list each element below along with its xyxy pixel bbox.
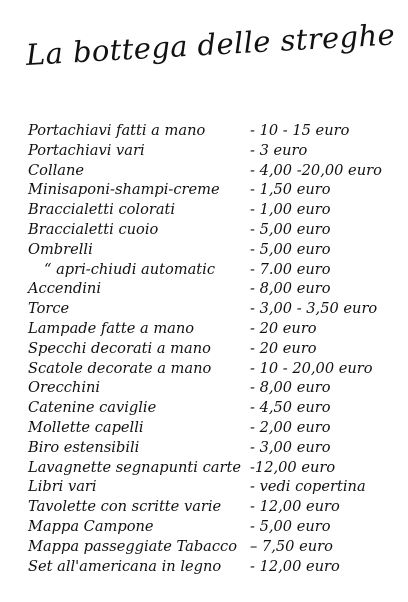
list-item xyxy=(28,180,400,200)
item-name: Mollette capelli xyxy=(28,418,144,436)
list-item xyxy=(28,319,400,339)
item-price: - 4,50 euro xyxy=(250,399,331,417)
item-name: Catenine caviglie xyxy=(28,399,157,417)
item-name: Accendini xyxy=(28,280,101,298)
item-name: “ apri-chiudi automatic xyxy=(44,260,215,278)
list-item xyxy=(28,557,400,577)
item-price: - 1,50 euro xyxy=(250,181,331,199)
item-price: - 20 euro xyxy=(250,319,317,337)
item-price: – 7,50 euro xyxy=(250,537,333,555)
item-name: Scatole decorate a mano xyxy=(28,359,212,377)
item-price: - 7.00 euro xyxy=(250,260,331,278)
item-price: - vedi copertina xyxy=(250,478,366,496)
list-item xyxy=(28,537,400,557)
item-price: - 8,00 euro xyxy=(250,280,331,298)
item-name: Braccialetti colorati xyxy=(28,201,176,219)
list-item xyxy=(28,378,400,398)
item-price: - 3,00 - 3,50 euro xyxy=(250,300,378,318)
list-item xyxy=(28,260,400,280)
item-name: Braccialetti cuoio xyxy=(28,220,159,238)
item-price: - 5,00 euro xyxy=(250,517,331,535)
list-item xyxy=(28,200,400,220)
list-item xyxy=(28,517,400,537)
item-price: - 10 - 15 euro xyxy=(250,122,350,139)
list-item xyxy=(28,418,400,438)
list-item xyxy=(28,240,400,260)
list-item xyxy=(28,438,400,458)
item-price: - 20 euro xyxy=(250,339,317,357)
list-item xyxy=(28,458,400,478)
list-item xyxy=(28,359,400,379)
item-name: Mappa passeggiate Tabacco xyxy=(28,537,237,555)
item-name: Biro estensibili xyxy=(28,438,140,456)
page-title: La bottega delle streghe xyxy=(25,17,396,72)
list-item xyxy=(28,497,400,517)
item-price: - 3,00 euro xyxy=(250,438,331,456)
item-name: Specchi decorati a mano xyxy=(28,339,211,357)
item-price: - 12,00 euro xyxy=(250,557,340,575)
item-name: Minisaponi-shampi-creme xyxy=(28,181,220,199)
item-price: - 1,00 euro xyxy=(250,201,331,219)
list-item xyxy=(28,161,400,181)
item-name: Lampade fatte a mano xyxy=(28,319,195,337)
list-item xyxy=(28,279,400,299)
item-name: Orecchini xyxy=(28,379,101,397)
item-name: Collane xyxy=(28,161,85,179)
list-item xyxy=(28,339,400,359)
list-item xyxy=(28,220,400,240)
item-name: Mappa Campone xyxy=(28,517,154,535)
item-price: - 8,00 euro xyxy=(250,379,331,397)
item-name: Lavagnette segnapunti carte xyxy=(28,458,241,476)
list-item xyxy=(28,477,400,497)
list-item xyxy=(28,299,400,319)
item-name: Torce xyxy=(28,300,70,318)
item-price: - 4,00 -20,00 euro xyxy=(250,161,382,179)
item-name: Portachiavi fatti a mano xyxy=(28,122,206,139)
item-name: Tavolette con scritte varie xyxy=(28,498,222,516)
item-price: - 5,00 euro xyxy=(250,240,331,258)
item-name: Ombrelli xyxy=(28,240,93,258)
item-price: -12,00 euro xyxy=(250,458,336,476)
list-item xyxy=(28,141,400,161)
item-price: - 3 euro xyxy=(250,141,308,159)
price-list xyxy=(28,121,400,576)
item-price: - 10 - 20,00 euro xyxy=(250,359,373,377)
list-item xyxy=(28,121,400,141)
item-name: Portachiavi vari xyxy=(28,141,145,159)
item-price: - 12,00 euro xyxy=(250,498,340,516)
item-price: - 5,00 euro xyxy=(250,220,331,238)
item-price: - 2,00 euro xyxy=(250,418,331,436)
item-name: Libri vari xyxy=(28,478,97,496)
list-item xyxy=(28,398,400,418)
item-name: Set all'americana in legno xyxy=(28,557,222,575)
